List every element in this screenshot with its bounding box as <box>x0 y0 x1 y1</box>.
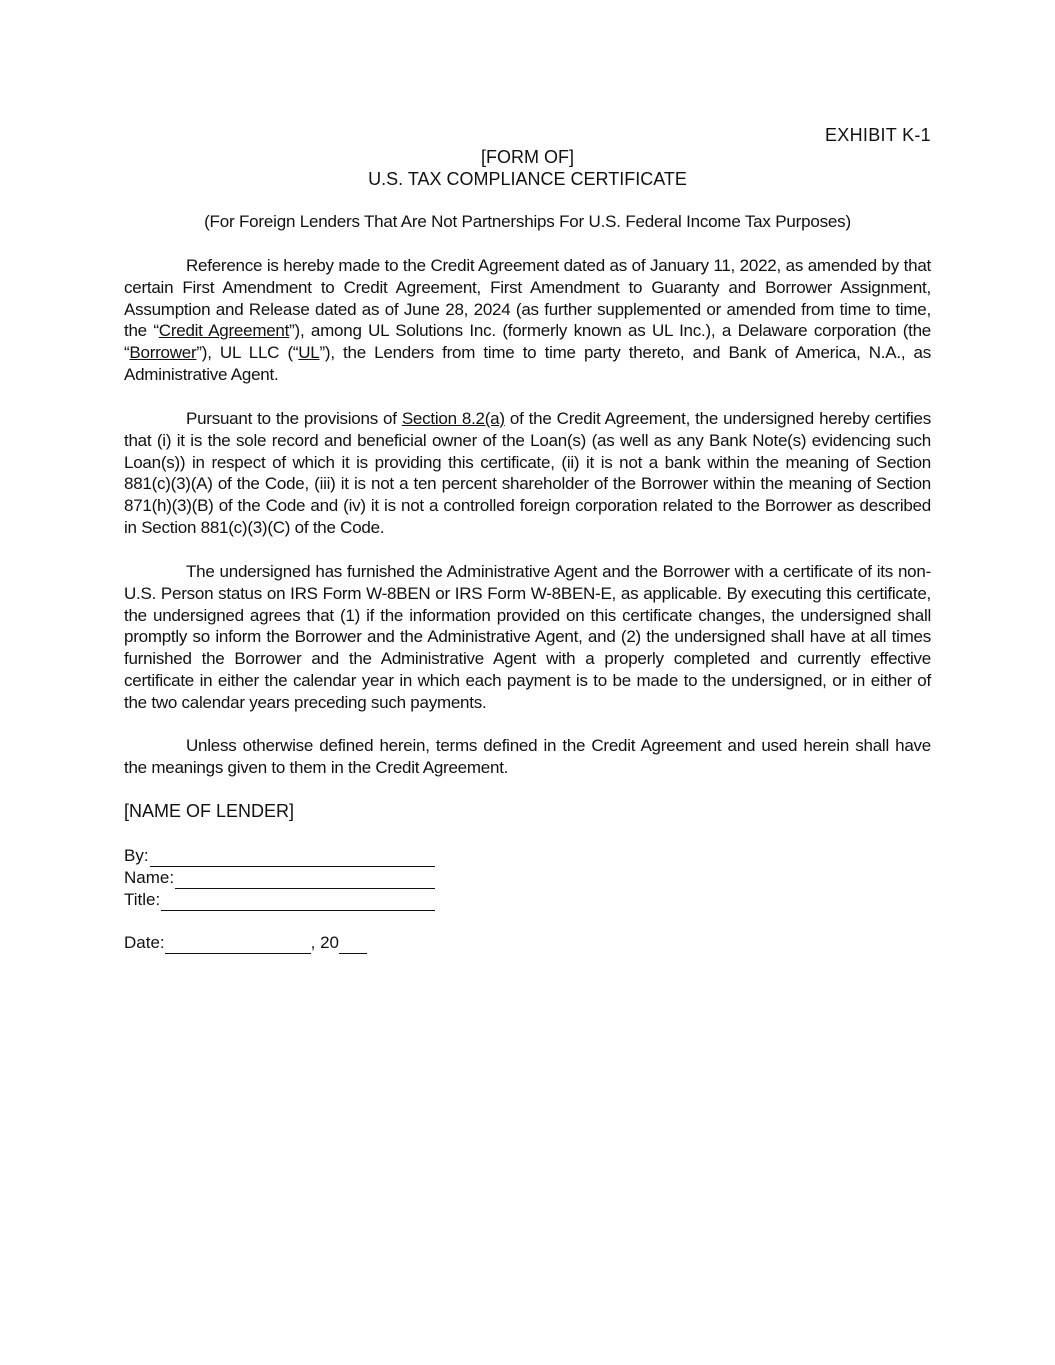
lender-name-placeholder: [NAME OF LENDER] <box>124 801 295 821</box>
document-title: U.S. TAX COMPLIANCE CERTIFICATE <box>368 169 687 189</box>
paragraph-definitions: Unless otherwise defined herein, terms defined in the Credit Agreement and used herein shall have the meanings given to them in the Credit Agreement. <box>124 736 931 777</box>
defined-term-ul: UL <box>298 343 320 363</box>
section-reference: Section 8.2(a) <box>401 409 505 428</box>
paragraph-certification <box>124 408 931 539</box>
form-of-label: [FORM OF] <box>481 147 574 167</box>
document-page <box>124 0 931 1365</box>
paragraph-text: of the Credit Agreement, the undersigned hereby certifies that (i) it is the sole record and beneficial owner of the Loan(s) (as well as any Bank Note(s) evidencing such Loan(s)) in respect of which it is providing this certificate, (ii) it is not a bank within the meaning of Section 881(c)(3)(A) of the Code, (iii) it is not a ten percent shareholder of the Borrower within the meaning of Section 871(h)(3)(B) of the Code and (iv) it is not a controlled foreign corporation related to the Borrower as described in Section 881(c)(3)(C) of the Code. <box>124 409 931 537</box>
defined-term-credit-agreement: Credit Agreement <box>158 321 290 341</box>
date-row <box>124 932 367 954</box>
signature-title-row <box>124 889 435 911</box>
year-line[interactable] <box>339 936 367 954</box>
name-label: Name: <box>124 868 175 887</box>
signature-name-row <box>124 867 435 889</box>
paragraph-text: Pursuant to the provisions of <box>186 409 402 428</box>
title-block <box>124 146 931 190</box>
year-prefix: , 20 <box>310 933 339 952</box>
paragraph-text: ”), UL LLC (“ <box>196 343 299 363</box>
title-label: Title: <box>124 890 161 909</box>
paragraph-text: ”), the Lenders from time to time party thereto, and Bank of America, N.A., as Administrative Agent. <box>124 343 932 384</box>
defined-term-borrower: Borrower <box>129 343 197 363</box>
date-line[interactable] <box>165 936 311 954</box>
paragraph-text: Reference is hereby made to the Credit Agreement dated as of January 11, 2022, as amended by that certain First Amendment to Credit Agreement, First Amendment to Guaranty and Borrower Assignment, Assumption and Release dated as of June 28, 2024 (as further supplemented or amended from time to time, the “ <box>124 256 931 341</box>
name-line[interactable] <box>175 871 435 889</box>
paragraph-reference <box>124 255 931 386</box>
date-label: Date: <box>124 933 165 952</box>
document-subtitle: (For Foreign Lenders That Are Not Partnerships For U.S. Federal Income Tax Purposes) <box>204 212 851 231</box>
paragraph-furnished: The undersigned has furnished the Administrative Agent and the Borrower with a certificate of its non-U.S. Person status on IRS Form W-8BEN or IRS Form W-8BEN-E, as applicable. By executing this certificate, the undersigned agrees that (1) if the information provided on this certificate changes, the undersigned shall promptly so inform the Borrower and the Administrative Agent, and (2) the undersigned shall have at all times furnished the Borrower and the Administrative Agent with a properly completed and currently effective certificate in either the calendar year in which each payment is to be made to the undersigned, or in either of the two calendar years preceding such payments. <box>124 562 931 712</box>
by-label: By: <box>124 846 149 865</box>
signature-by-row <box>124 845 435 867</box>
exhibit-label: EXHIBIT K-1 <box>824 125 931 145</box>
by-signature-line[interactable] <box>150 849 435 867</box>
paragraph-text: ”), among UL Solutions Inc. (formerly known as UL Inc.), a Delaware corporation (the “ <box>124 321 931 363</box>
title-line[interactable] <box>161 893 435 911</box>
